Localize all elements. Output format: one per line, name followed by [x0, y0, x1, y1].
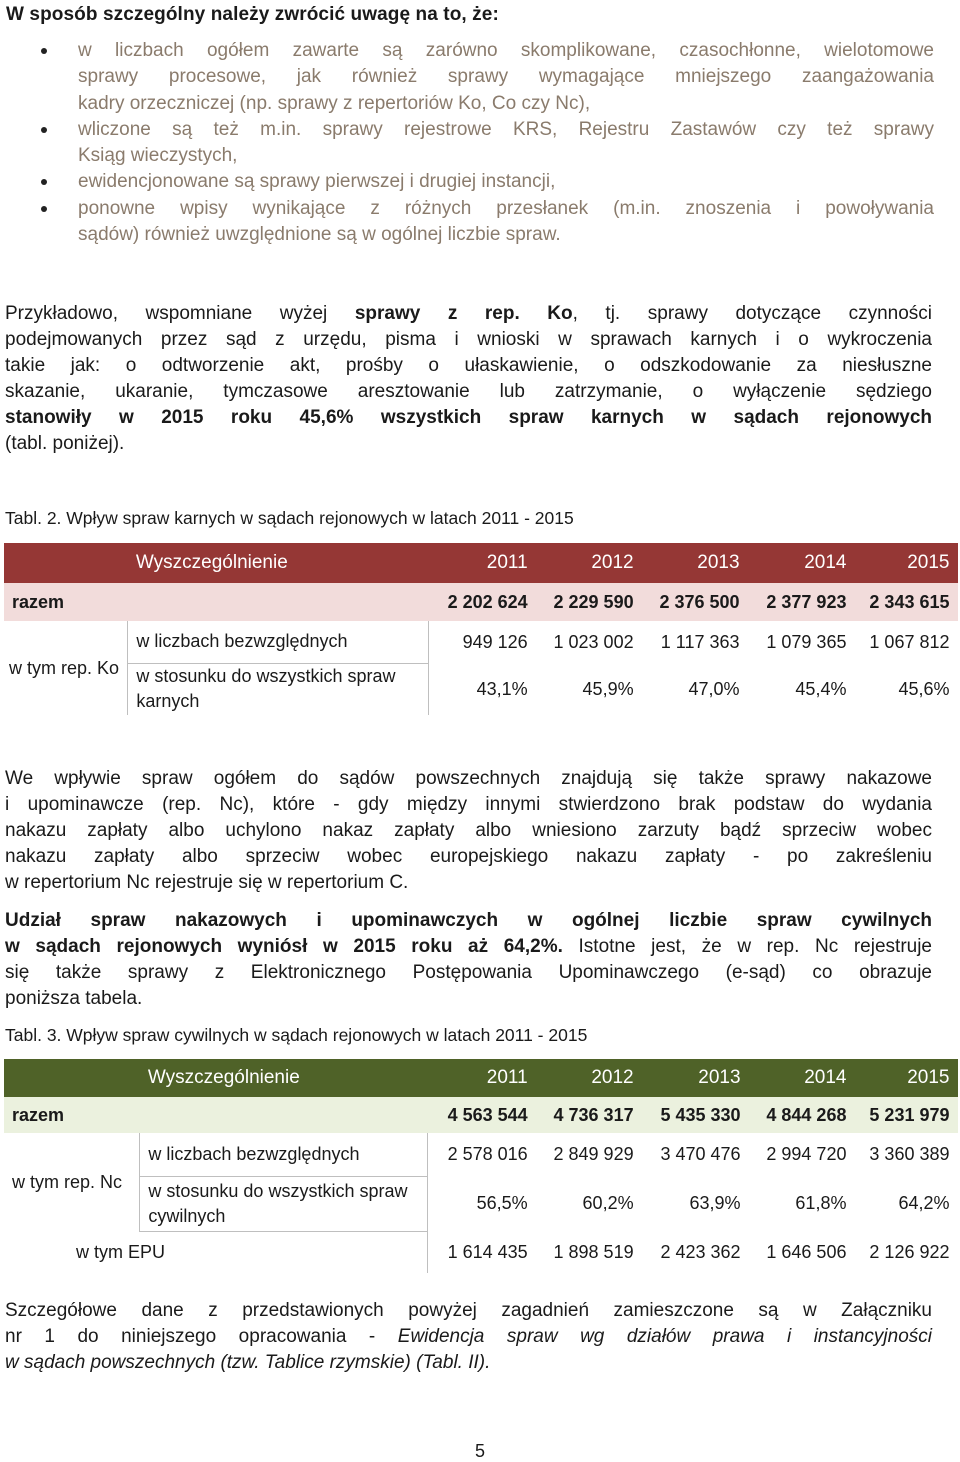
table-cell: 2 849 929 [553, 1144, 634, 1164]
table-cell: 2 229 590 [536, 583, 642, 621]
table-row [4, 663, 958, 715]
row-label: w stosunku do wszystkich spraw karnych [128, 663, 429, 715]
table-header-row [4, 1059, 958, 1097]
header-cell: 2012 [536, 1059, 642, 1097]
row-label: w tym EPU [4, 1231, 428, 1273]
bullet-line: wliczone są też m.in. sprawy rejestrowe KRS, Rejestru Zastawów czy też sprawy [78, 118, 934, 140]
text-line: nakazu zapłaty albo sprzeciw wobec europejskiego nakazu zapłaty - po zakreśleniu [5, 846, 932, 867]
text-line: takie jak: o odtworzenie akt, prośby o ułaskawienie, o odszkodowanie za niesłuszne [5, 355, 932, 376]
table-cell: 1 117 363 [660, 631, 740, 652]
row-label: w liczbach bezwzględnych [128, 621, 429, 663]
bold-line: Udział spraw nakazowych i upominawczych w ogólnej liczbie spraw cywilnych [5, 910, 932, 931]
row-label: w stosunku do wszystkich spraw cywilnych [140, 1176, 428, 1231]
table-cell: 56,5% [476, 1193, 528, 1213]
table-cell: 1 023 002 [553, 631, 634, 652]
table-cell: 2 578 016 [447, 1144, 528, 1164]
paragraph-nc [5, 766, 932, 896]
table-cell: 63,9% [689, 1193, 741, 1213]
table-cell: 2 376 500 [642, 583, 748, 621]
table-cell: 1 079 365 [766, 631, 847, 652]
header-cell: 2015 [854, 1059, 957, 1097]
table2 [4, 543, 958, 715]
table-cell: 949 126 [462, 631, 528, 652]
text-line: poniższa tabela. [5, 988, 143, 1009]
table-cell: 5 435 330 [642, 1097, 749, 1133]
paragraph-ko [5, 301, 932, 457]
header-cell: 2013 [642, 543, 748, 583]
text-span: , tj. sprawy dotyczące czynności [572, 303, 932, 324]
table-row [4, 1133, 958, 1176]
bold-line: stanowiły w 2015 roku 45,6% wszystkich spraw karnych w sądach rejonowych [5, 407, 932, 428]
table-header-row [4, 543, 958, 583]
text-line: w repertorium Nc rejestruje się w repertorium C. [5, 872, 409, 893]
table-row [4, 621, 958, 663]
row-label: razem [4, 1097, 428, 1133]
table-cell: 64,2% [898, 1193, 950, 1213]
paragraph-share [5, 908, 932, 1012]
bullet-item [0, 169, 960, 195]
bullet-line: w liczbach ogółem zawarte są zarówno skomplikowane, czasochłonne, wielotomowe [78, 40, 934, 61]
table-cell: 2 343 615 [854, 583, 957, 621]
section-heading: W sposób szczególny należy zwrócić uwagę na to, że: [6, 4, 499, 25]
table3-caption: Tabl. 3. Wpływ spraw cywilnych w sądach rejonowych w latach 2011 - 2015 [5, 1025, 588, 1045]
table-row-total [4, 583, 958, 621]
table-cell: 1 898 519 [553, 1241, 634, 1262]
table-cell: 45,6% [898, 678, 950, 699]
text-line: skazanie, ukaranie, tymczasowe aresztowanie lub zatrzymanie, o wyłączenie sędziego [5, 381, 932, 402]
text-line: Szczegółowe dane z przedstawionych powyżej zagadnień zamieszczone są w Załączniku [5, 1300, 932, 1321]
table2-caption: Tabl. 2. Wpływ spraw karnych w sądach rejonowych w latach 2011 - 2015 [5, 508, 574, 528]
table-cell: 61,8% [795, 1193, 847, 1213]
text-line: i upominawcze (rep. Nc), które - gdy między innymi stwierdzono brak podstaw do wydania [5, 794, 932, 815]
bullet-list [0, 38, 960, 248]
group-label: w tym rep. Nc [4, 1133, 140, 1231]
header-cell: Wyszczególnienie [140, 1059, 428, 1097]
table-cell: 4 736 317 [536, 1097, 642, 1133]
header-cell: 2015 [854, 543, 957, 583]
bold-span: w sądach rejonowych wyniósł w 2015 roku aż 64,2%. [5, 936, 563, 957]
header-cell: 2011 [428, 1059, 536, 1097]
bullet-line: sprawy procesowe, jak również sprawy wymagające mniejszego zaangażowania [78, 66, 934, 88]
paragraph-reference [5, 1298, 932, 1376]
table-cell: 3 470 476 [660, 1144, 741, 1164]
text-span: nr 1 do niniejszego opracowania - [5, 1326, 398, 1347]
text-span: Istotne jest, że w rep. Nc rejestruje [562, 936, 933, 957]
header-cell: 2014 [748, 543, 855, 583]
text-line: (tabl. poniżej). [5, 433, 125, 454]
table-cell: 4 563 544 [428, 1097, 536, 1133]
bullet-line: kadry orzeczniczej (np. sprawy z repertoriów Ko, Co czy Nc), [78, 92, 591, 114]
text-span: Przykładowo, wspomniane wyżej [5, 303, 355, 324]
table-cell: 60,2% [582, 1193, 634, 1213]
page-number: 5 [474, 1441, 485, 1461]
bullet-item [0, 38, 960, 117]
group-label: w tym rep. Ko [4, 621, 128, 715]
table-cell: 45,9% [582, 678, 634, 699]
row-label: w liczbach bezwzględnych [140, 1133, 428, 1176]
table-cell: 1 067 812 [869, 631, 950, 652]
text-line: podejmowanych przez sąd z urzędu, pisma i wnioski w sprawach karnych i o wykroczenia [5, 329, 932, 350]
table-cell: 4 844 268 [749, 1097, 855, 1133]
table-cell: 45,4% [795, 678, 847, 699]
table-cell: 2 126 922 [869, 1241, 950, 1262]
header-cell: 2013 [642, 1059, 749, 1097]
bullet-item [0, 117, 960, 170]
table-row [4, 1176, 958, 1231]
text-line: nakazu zapłaty albo uchylono nakaz zapłaty albo wniesiono zarzuty bądź sprzeciw wobec [5, 820, 932, 841]
header-cell: 2014 [749, 1059, 855, 1097]
table-cell: 2 202 624 [429, 583, 536, 621]
table-cell: 5 231 979 [854, 1097, 957, 1133]
bullet-item [0, 196, 960, 249]
table-cell: 1 614 435 [447, 1241, 528, 1262]
table-cell: 3 360 389 [869, 1144, 950, 1164]
table-cell: 2 377 923 [748, 583, 855, 621]
table-row [4, 1231, 958, 1273]
bullet-line: ewidencjonowane są sprawy pierwszej i drugiej instancji, [78, 171, 556, 193]
table-row-total [4, 1097, 958, 1133]
header-cell: Wyszczególnienie [128, 543, 429, 583]
table-cell: 1 646 506 [766, 1241, 847, 1262]
row-label: razem [4, 583, 429, 621]
text-line: We wpływie spraw ogółem do sądów powszechnych znajdują się także sprawy nakazowe [5, 768, 932, 789]
bullet-line: ponowne wpisy wynikające z różnych przesłanek (m.in. znoszenia i powoływania [78, 197, 934, 219]
table-cell: 47,0% [688, 678, 740, 699]
table3 [4, 1059, 958, 1273]
italic-line: w sądach powszechnych (tzw. Tablice rzymskie) (Tabl. II). [5, 1352, 491, 1373]
header-cell: 2012 [536, 543, 642, 583]
table-cell: 43,1% [476, 678, 528, 699]
italic-span: Ewidencja spraw wg działów prawa i instancyjności [397, 1326, 932, 1347]
bold-span: sprawy z rep. Ko [354, 303, 573, 324]
table-cell: 2 994 720 [766, 1144, 847, 1164]
table-cell: 2 423 362 [660, 1241, 741, 1262]
header-cell: 2011 [429, 543, 536, 583]
bullet-line: sądów) również uwzględnione są w ogólnej liczbie spraw. [78, 224, 561, 246]
text-line: się także sprawy z Elektronicznego Postępowania Upominawczego (e-sąd) co obrazuje [5, 962, 932, 983]
bullet-line: Ksiąg wieczystych, [78, 145, 238, 167]
